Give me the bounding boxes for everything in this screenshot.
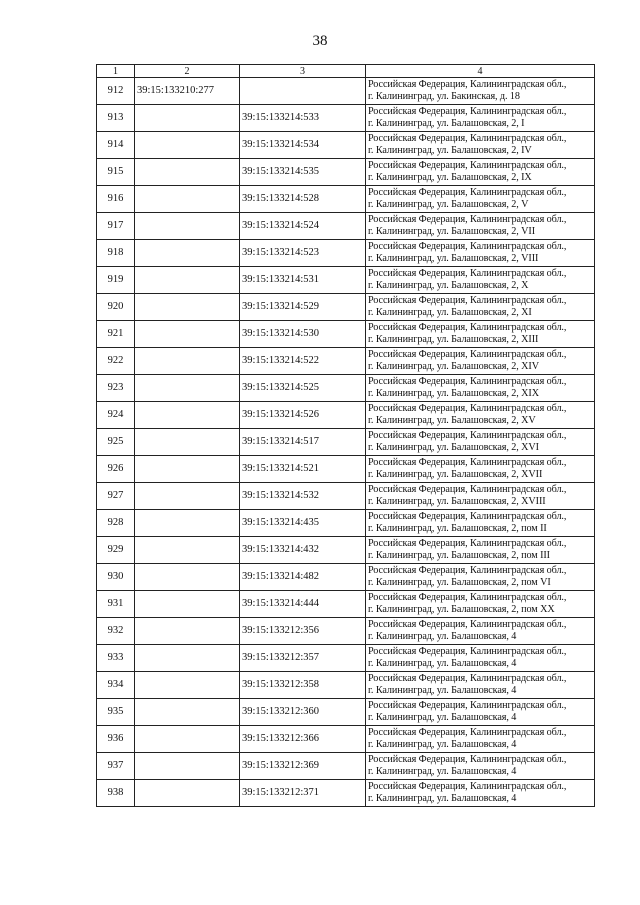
address-line-2: г. Калининград, ул. Балашовская, 2, пом XX	[368, 604, 555, 615]
cadastral-number-cell: 39:15:133214:525	[240, 375, 366, 402]
cadastral-number-cell: 39:15:133212:357	[240, 645, 366, 672]
table-row	[97, 267, 595, 294]
row-number-cell: 932	[97, 618, 135, 645]
address-cell	[366, 132, 595, 159]
previous-number-cell: 39:15:133210:277	[135, 78, 240, 105]
previous-number-cell	[135, 591, 240, 618]
row-number-cell: 928	[97, 510, 135, 537]
row-number-cell: 929	[97, 537, 135, 564]
address-line-1: Российская Федерация, Калининградская обл.,	[368, 565, 567, 576]
address-cell	[366, 537, 595, 564]
address-line-1: Российская Федерация, Калининградская обл.,	[368, 646, 567, 657]
page-number: 38	[312, 33, 328, 49]
address-line-2: г. Калининград, ул. Балашовская, 4	[368, 793, 517, 804]
cadastral-number-cell: 39:15:133212:358	[240, 672, 366, 699]
row-number-cell: 931	[97, 591, 135, 618]
address-line-2: г. Калининград, ул. Балашовская, 2, XI	[368, 307, 532, 318]
row-number-cell: 936	[97, 726, 135, 753]
table-row	[97, 699, 595, 726]
table-row	[97, 510, 595, 537]
previous-number-cell	[135, 159, 240, 186]
row-number-cell: 934	[97, 672, 135, 699]
cadastral-number-cell: 39:15:133214:435	[240, 510, 366, 537]
address-line-2: г. Калининград, ул. Балашовская, 2, XVII	[368, 469, 543, 480]
column-header-2: 2	[135, 65, 240, 78]
table-body	[97, 78, 595, 807]
address-cell	[366, 645, 595, 672]
previous-number-cell	[135, 753, 240, 780]
previous-number-cell	[135, 348, 240, 375]
row-number-cell: 923	[97, 375, 135, 402]
cadastral-number-cell: 39:15:133212:371	[240, 780, 366, 807]
cadastral-number-cell: 39:15:133212:360	[240, 699, 366, 726]
row-number-cell: 925	[97, 429, 135, 456]
table-row	[97, 753, 595, 780]
table-row	[97, 591, 595, 618]
address-line-1: Российская Федерация, Калининградская обл.,	[368, 349, 567, 360]
address-line-1: Российская Федерация, Калининградская обл.,	[368, 295, 567, 306]
row-number-cell: 938	[97, 780, 135, 807]
table-row	[97, 294, 595, 321]
address-line-1: Российская Федерация, Калининградская обл.,	[368, 592, 567, 603]
address-cell	[366, 105, 595, 132]
cadastral-number-cell: 39:15:133214:524	[240, 213, 366, 240]
address-line-1: Российская Федерация, Калининградская обл.,	[368, 484, 567, 495]
address-cell	[366, 699, 595, 726]
table-header-row	[97, 65, 595, 78]
address-line-2: г. Калининград, ул. Балашовская, 2, V	[368, 199, 529, 210]
previous-number-cell	[135, 618, 240, 645]
previous-number-cell	[135, 456, 240, 483]
cadastral-number-cell: 39:15:133212:356	[240, 618, 366, 645]
table-row	[97, 564, 595, 591]
column-header-1: 1	[97, 65, 135, 78]
address-cell	[366, 267, 595, 294]
cadastral-number-cell: 39:15:133214:528	[240, 186, 366, 213]
address-line-1: Российская Федерация, Калининградская обл.,	[368, 322, 567, 333]
previous-number-cell	[135, 510, 240, 537]
address-line-1: Российская Федерация, Калининградская обл.,	[368, 754, 567, 765]
table-row	[97, 402, 595, 429]
address-line-2: г. Калининград, ул. Балашовская, 2, IV	[368, 145, 532, 156]
address-line-2: г. Калининград, ул. Балашовская, 2, XV	[368, 415, 536, 426]
row-number-cell: 930	[97, 564, 135, 591]
address-line-2: г. Калининград, ул. Балашовская, 4	[368, 766, 517, 777]
address-cell	[366, 483, 595, 510]
row-number-cell: 918	[97, 240, 135, 267]
address-line-1: Российская Федерация, Калининградская обл.,	[368, 430, 567, 441]
row-number-cell: 921	[97, 321, 135, 348]
address-line-1: Российская Федерация, Калининградская обл.,	[368, 133, 567, 144]
address-cell	[366, 321, 595, 348]
cadastral-number-cell	[240, 78, 366, 105]
address-line-1: Российская Федерация, Калининградская обл.,	[368, 79, 567, 90]
address-line-2: г. Калининград, ул. Бакинская, д. 18	[368, 91, 520, 102]
address-line-2: г. Калининград, ул. Балашовская, 4	[368, 631, 517, 642]
address-cell	[366, 618, 595, 645]
address-line-1: Российская Федерация, Калининградская обл.,	[368, 241, 567, 252]
address-line-2: г. Калининград, ул. Балашовская, 2, I	[368, 118, 525, 129]
address-line-2: г. Калининград, ул. Балашовская, 4	[368, 712, 517, 723]
previous-number-cell	[135, 213, 240, 240]
previous-number-cell	[135, 564, 240, 591]
address-line-1: Российская Федерация, Калининградская обл.,	[368, 403, 567, 414]
address-line-2: г. Калининград, ул. Балашовская, 4	[368, 739, 517, 750]
cadastral-number-cell: 39:15:133214:529	[240, 294, 366, 321]
table-row	[97, 429, 595, 456]
cadastral-number-cell: 39:15:133214:523	[240, 240, 366, 267]
address-line-1: Российская Федерация, Калининградская обл.,	[368, 727, 567, 738]
table-row	[97, 780, 595, 807]
table-row	[97, 78, 595, 105]
address-line-1: Российская Федерация, Калининградская обл.,	[368, 673, 567, 684]
address-line-2: г. Калининград, ул. Балашовская, 2, X	[368, 280, 529, 291]
address-cell	[366, 591, 595, 618]
previous-number-cell	[135, 267, 240, 294]
address-cell	[366, 240, 595, 267]
previous-number-cell	[135, 375, 240, 402]
cadastral-number-cell: 39:15:133214:531	[240, 267, 366, 294]
column-header-3: 3	[240, 65, 366, 78]
cadastral-number-cell: 39:15:133214:521	[240, 456, 366, 483]
table-row	[97, 186, 595, 213]
table-row	[97, 213, 595, 240]
address-cell	[366, 726, 595, 753]
row-number-cell: 917	[97, 213, 135, 240]
address-cell	[366, 213, 595, 240]
row-number-cell: 935	[97, 699, 135, 726]
address-cell	[366, 753, 595, 780]
previous-number-cell	[135, 672, 240, 699]
address-cell	[366, 78, 595, 105]
address-line-2: г. Калининград, ул. Балашовская, 2, пом III	[368, 550, 550, 561]
row-number-cell: 937	[97, 753, 135, 780]
cadastral-number-cell: 39:15:133212:369	[240, 753, 366, 780]
address-cell	[366, 429, 595, 456]
address-cell	[366, 294, 595, 321]
address-line-1: Российская Федерация, Калининградская обл.,	[368, 187, 567, 198]
row-number-cell: 914	[97, 132, 135, 159]
table-row	[97, 483, 595, 510]
address-line-2: г. Калининград, ул. Балашовская, 4	[368, 685, 517, 696]
cadastral-number-cell: 39:15:133214:534	[240, 132, 366, 159]
cadastral-number-cell: 39:15:133214:532	[240, 483, 366, 510]
previous-number-cell	[135, 699, 240, 726]
previous-number-cell	[135, 402, 240, 429]
address-cell	[366, 456, 595, 483]
table-row	[97, 618, 595, 645]
previous-number-cell	[135, 483, 240, 510]
previous-number-cell	[135, 294, 240, 321]
address-cell	[366, 672, 595, 699]
address-line-2: г. Калининград, ул. Балашовская, 2, пом II	[368, 523, 547, 534]
cadastral-number-cell: 39:15:133214:482	[240, 564, 366, 591]
address-line-2: г. Калининград, ул. Балашовская, 2, VII	[368, 226, 535, 237]
table-row	[97, 375, 595, 402]
row-number-cell: 927	[97, 483, 135, 510]
registry-table	[96, 64, 595, 807]
cadastral-number-cell: 39:15:133214:530	[240, 321, 366, 348]
table-row	[97, 132, 595, 159]
previous-number-cell	[135, 240, 240, 267]
column-header-4: 4	[366, 65, 595, 78]
table-row	[97, 348, 595, 375]
address-line-1: Российская Федерация, Калининградская обл.,	[368, 214, 567, 225]
previous-number-cell	[135, 105, 240, 132]
cadastral-number-cell: 39:15:133214:522	[240, 348, 366, 375]
table-row	[97, 672, 595, 699]
row-number-cell: 916	[97, 186, 135, 213]
address-line-1: Российская Федерация, Калининградская обл.,	[368, 781, 567, 792]
address-line-1: Российская Федерация, Калининградская обл.,	[368, 376, 567, 387]
address-cell	[366, 159, 595, 186]
address-line-2: г. Калининград, ул. Балашовская, 2, VIII	[368, 253, 539, 264]
previous-number-cell	[135, 645, 240, 672]
address-cell	[366, 348, 595, 375]
address-line-1: Российская Федерация, Калининградская обл.,	[368, 700, 567, 711]
table-row	[97, 456, 595, 483]
address-line-2: г. Калининград, ул. Балашовская, 2, XVIII	[368, 496, 546, 507]
address-line-1: Российская Федерация, Калининградская обл.,	[368, 457, 567, 468]
table-row	[97, 240, 595, 267]
cadastral-number-cell: 39:15:133214:444	[240, 591, 366, 618]
address-line-1: Российская Федерация, Калининградская обл.,	[368, 160, 567, 171]
row-number-cell: 933	[97, 645, 135, 672]
row-number-cell: 913	[97, 105, 135, 132]
address-line-1: Российская Федерация, Калининградская обл.,	[368, 511, 567, 522]
address-line-2: г. Калининград, ул. Балашовская, 2, XIII	[368, 334, 539, 345]
address-cell	[366, 402, 595, 429]
address-line-2: г. Калининград, ул. Балашовская, 2, IX	[368, 172, 532, 183]
table-row	[97, 105, 595, 132]
cadastral-number-cell: 39:15:133214:533	[240, 105, 366, 132]
row-number-cell: 926	[97, 456, 135, 483]
row-number-cell: 915	[97, 159, 135, 186]
table-row	[97, 159, 595, 186]
cadastral-number-cell: 39:15:133212:366	[240, 726, 366, 753]
cadastral-number-cell: 39:15:133214:432	[240, 537, 366, 564]
address-line-1: Российская Федерация, Калининградская обл.,	[368, 268, 567, 279]
previous-number-cell	[135, 429, 240, 456]
table-row	[97, 537, 595, 564]
address-line-1: Российская Федерация, Калининградская обл.,	[368, 619, 567, 630]
address-cell	[366, 186, 595, 213]
row-number-cell: 924	[97, 402, 135, 429]
table-row	[97, 726, 595, 753]
row-number-cell: 919	[97, 267, 135, 294]
table-row	[97, 645, 595, 672]
address-line-2: г. Калининград, ул. Балашовская, 2, XIX	[368, 388, 539, 399]
previous-number-cell	[135, 780, 240, 807]
address-line-1: Российская Федерация, Калининградская обл.,	[368, 538, 567, 549]
address-cell	[366, 780, 595, 807]
previous-number-cell	[135, 321, 240, 348]
address-line-2: г. Калининград, ул. Балашовская, 4	[368, 658, 517, 669]
table-row	[97, 321, 595, 348]
address-line-1: Российская Федерация, Калининградская обл.,	[368, 106, 567, 117]
address-cell	[366, 510, 595, 537]
previous-number-cell	[135, 186, 240, 213]
row-number-cell: 912	[97, 78, 135, 105]
address-line-2: г. Калининград, ул. Балашовская, 2, пом VI	[368, 577, 551, 588]
row-number-cell: 922	[97, 348, 135, 375]
cadastral-number-cell: 39:15:133214:535	[240, 159, 366, 186]
address-cell	[366, 564, 595, 591]
row-number-cell: 920	[97, 294, 135, 321]
address-cell	[366, 375, 595, 402]
previous-number-cell	[135, 537, 240, 564]
address-line-2: г. Калининград, ул. Балашовская, 2, XIV	[368, 361, 539, 372]
cadastral-number-cell: 39:15:133214:517	[240, 429, 366, 456]
previous-number-cell	[135, 726, 240, 753]
cadastral-number-cell: 39:15:133214:526	[240, 402, 366, 429]
previous-number-cell	[135, 132, 240, 159]
address-line-2: г. Калининград, ул. Балашовская, 2, XVI	[368, 442, 539, 453]
